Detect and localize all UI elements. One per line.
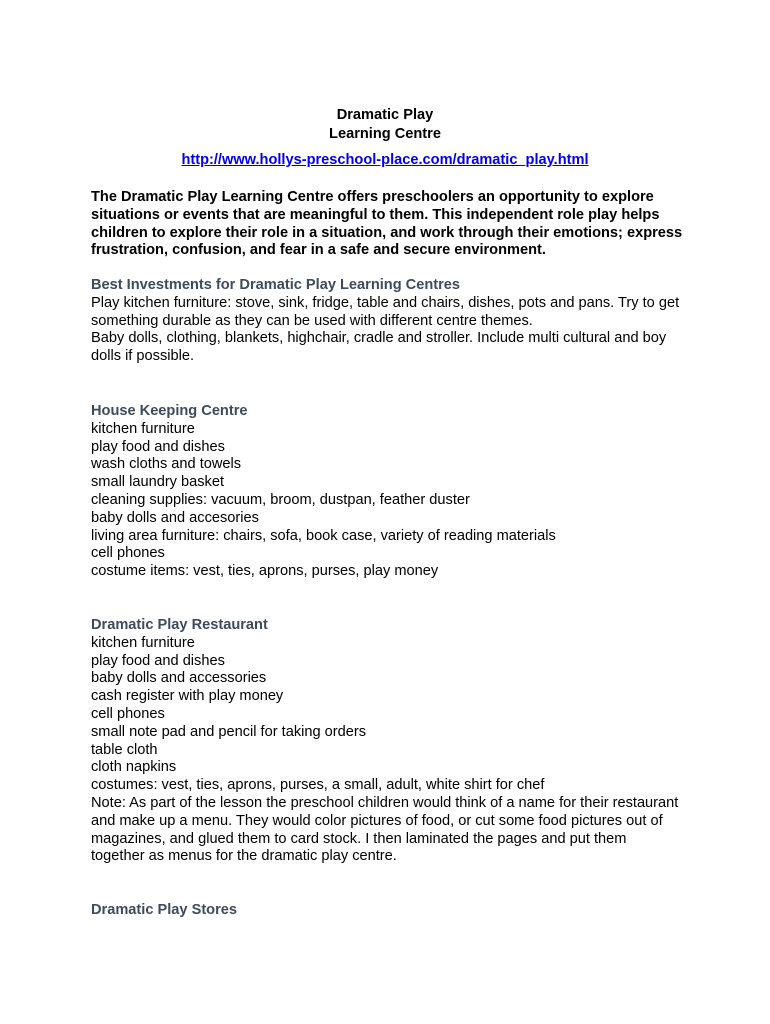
- list-item: costume items: vest, ties, aprons, purses, play money: [91, 563, 439, 580]
- section-best-investments: [91, 277, 691, 366]
- section-heading: House Keeping Centre: [91, 403, 248, 419]
- section-heading: Dramatic Play Restaurant: [91, 617, 268, 633]
- section-restaurant: [91, 617, 691, 866]
- list-item: living area furniture: chairs, sofa, book case, variety of reading materials: [91, 527, 556, 544]
- list-item: cleaning supplies: vacuum, broom, dustpan, feather duster: [91, 491, 470, 508]
- paragraph: Play kitchen furniture: stove, sink, fridge, table and chairs, dishes, pots and pans. Try to get something durable as they can be used with different centre themes.: [91, 294, 680, 329]
- list-item: play food and dishes: [91, 652, 225, 669]
- list-item: play food and dishes: [91, 438, 225, 455]
- list-item: wash cloths and towels: [91, 456, 242, 473]
- title-line-2: Learning Centre: [329, 126, 441, 142]
- list-item: costumes: vest, ties, aprons, purses, a small, adult, white shirt for chef: [91, 777, 545, 794]
- list-item: baby dolls and accessories: [91, 670, 267, 687]
- list-item: baby dolls and accesories: [91, 509, 259, 526]
- list-item: kitchen furniture: [91, 634, 195, 651]
- document-title: [0, 106, 770, 144]
- list-item: small laundry basket: [91, 474, 225, 491]
- list-item: cell phones: [91, 705, 165, 722]
- title-line-1: Dramatic Play: [336, 107, 434, 123]
- list-item: small note pad and pencil for taking orders: [91, 723, 367, 740]
- note-paragraph: Note: As part of the lesson the preschool children would think of a name for their restaurant and make up a menu. They would color pictures of food, or cut some food pictures out of magazines, and glued them to card stock. I then laminated the pages and put them together as menus for the dramatic play centre.: [91, 794, 679, 865]
- paragraph: Baby dolls, clothing, blankets, highchair, cradle and stroller. Include multi cultural and boy dolls if possible.: [91, 330, 667, 365]
- section-heading: Dramatic Play Stores: [91, 902, 238, 918]
- section-house-keeping: [91, 403, 691, 581]
- section-heading: Best Investments for Dramatic Play Learning Centres: [91, 277, 461, 293]
- source-link[interactable]: http://www.hollys-preschool-place.com/dramatic_play.html: [181, 152, 589, 168]
- list-item: cash register with play money: [91, 688, 284, 705]
- intro-paragraph: The Dramatic Play Learning Centre offers preschoolers an opportunity to explore situations or events that are meaningful to them. This independent role play helps children to explore their role in a situation, and work through their emotions; express frustration, confusion, and fear in a safe and secure environment.: [91, 189, 683, 259]
- list-item: cell phones: [91, 545, 165, 562]
- list-item: kitchen furniture: [91, 420, 195, 437]
- list-item: cloth napkins: [91, 759, 177, 776]
- section-stores: [91, 902, 691, 920]
- list-item: table cloth: [91, 741, 158, 758]
